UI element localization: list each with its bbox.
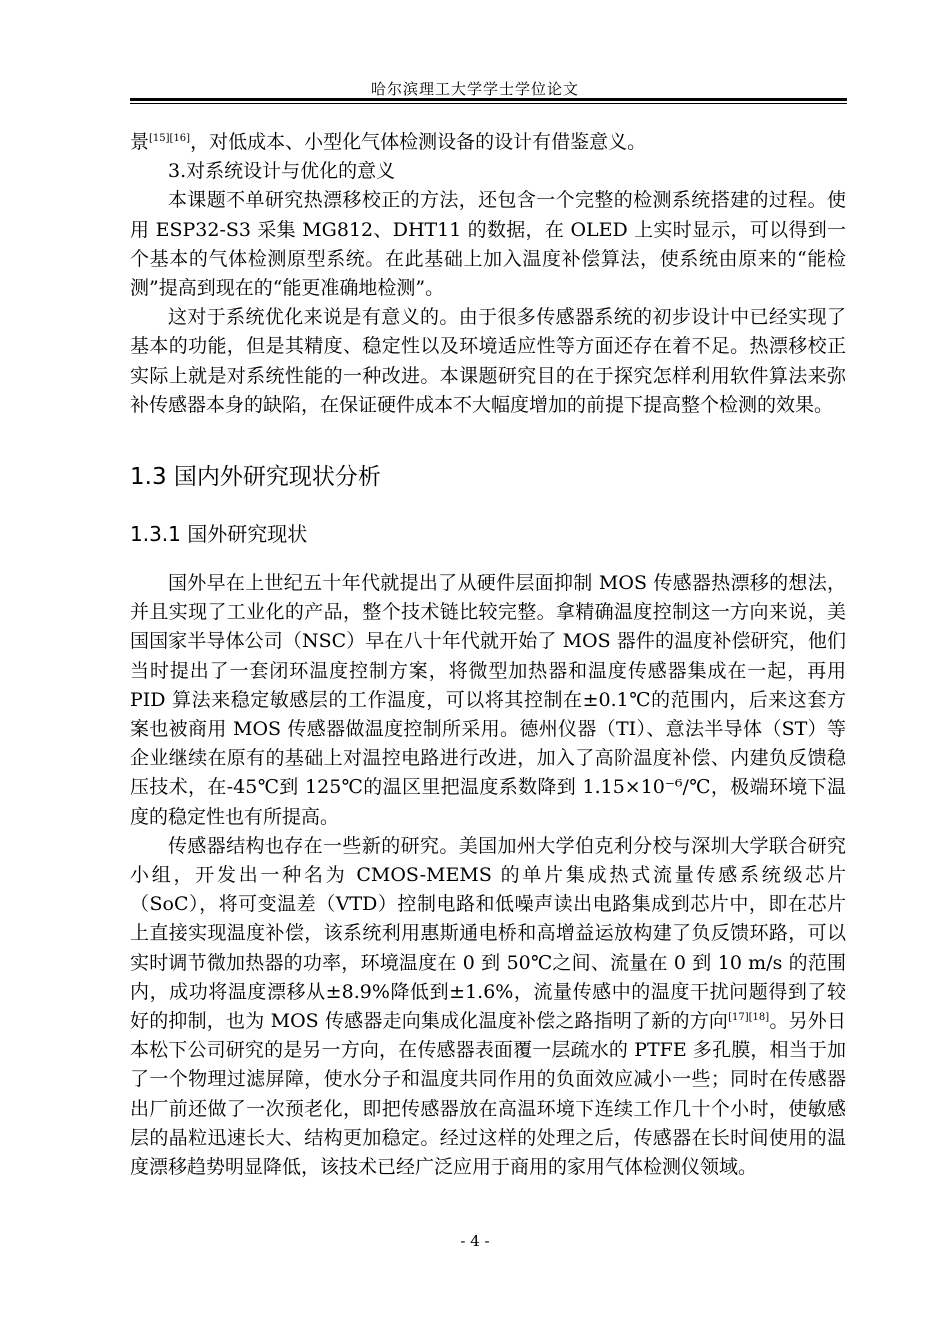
citation-ref: [17][18]	[728, 1012, 770, 1024]
paragraph: 本课题不单研究热漂移校正的方法，还包含一个完整的检测系统搭建的过程。使用 ESP32-S3 采集 MG812、DHT11 的数据，在 OLED 上实时显示，可以得到一个基本的气体检测原型系统。在此基础上加入温度补偿算法，使系统由原来的“能检测”提高到现在的“能更准确地检测”。	[130, 189, 846, 300]
page-body	[130, 128, 846, 1182]
subsection-item-title: 3.对系统设计与优化的意义	[168, 160, 396, 183]
subsection-heading: 1.3.1 国外研究现状	[130, 522, 308, 547]
header-rule-thick	[130, 98, 847, 101]
paragraph-text: 景	[130, 131, 150, 153]
header-rule-thin	[130, 103, 847, 104]
paragraph-text: ，对低成本、小型化气体检测设备的设计有借鉴意义。	[190, 131, 647, 153]
paragraph-text: 传感器结构也存在一些新的研究。美国加州大学伯克利分校与深圳大学联合研究小组，开发出一种名为 CMOS-MEMS 的单片集成热式流量传感系统级芯片（SoC），将可变温差（VTD）控制电路和低噪声读出电路集成到芯片中，即在芯片上直接实现温度补偿，该系统利用惠斯通电桥和高增益运放构建了负反馈环路，可以实时调节微加热器的功率，环境温度在 0 到 50℃之间、流量在 0 到 10 m/s 的范围内，成功将温度漂移从±8.9%降低到±1.6%，流量传感中的温度干扰问题得到了较好的抑制，也为 MOS 传感器走向集成化温度补偿之路指明了新的方向	[130, 834, 846, 1033]
paragraph	[130, 832, 846, 1182]
running-header: 哈尔滨理工大学学士学位论文	[370, 80, 579, 98]
paragraph-continuation	[130, 128, 846, 157]
paragraph: 这对于系统优化来说是有意义的。由于很多传感器系统的初步设计中已经实现了基本的功能，但是其精度、稳定性以及环境适应性等方面还存在着不足。热漂移校正实际上就是对系统性能的一种改进。本课题研究目的在于探究怎样利用软件算法来弥补传感器本身的缺陷，在保证硬件成本不大幅度增加的前提下提高整个检测的效果。	[130, 306, 846, 416]
page-number: - 4 -	[460, 1232, 490, 1250]
citation-ref: [15][16]	[149, 133, 191, 144]
section-heading: 1.3 国内外研究现状分析	[130, 464, 381, 491]
paragraph-text: 。另外日本松下公司研究的是另一方向，在传感器表面覆一层疏水的 PTFE 多孔膜，相当于加了一个物理过滤屏障，使水分子和温度共同作用的负面效应减小一些；同时在传感器出厂前还做了一次预老化，即把传感器放在高温环境下连续工作几十个小时，使敏感层的晶粒迅速长大、结构更加稳定。经过这样的处理之后，传感器在长时间使用的温度漂移趋势明显降低，该技术已经广泛应用于商用的家用气体检测仪领域。	[130, 1010, 846, 1179]
paragraph: 国外早在上世纪五十年代就提出了从硬件层面抑制 MOS 传感器热漂移的想法，并且实现了工业化的产品，整个技术链比较完整。拿精确温度控制这一方向来说，美国国家半导体公司（NSC）早在八十年代就开始了 MOS 器件的温度补偿研究，他们当时提出了一套闭环温度控制方案，将微型加热器和温度传感器集成在一起，再用 PID 算法来稳定敏感层的工作温度，可以将其控制在±0.1℃的范围内，后来这套方案也被商用 MOS 传感器做温度控制所采用。德州仪器（TI）、意法半导体（ST）等企业继续在原有的基础上对温控电路进行改进，加入了高阶温度补偿、内建负反馈稳压技术，在-45℃到 125℃的温区里把温度系数降到 1.15×10⁻⁶/℃，极端环境下温度的稳定性也有所提高。	[130, 572, 846, 828]
